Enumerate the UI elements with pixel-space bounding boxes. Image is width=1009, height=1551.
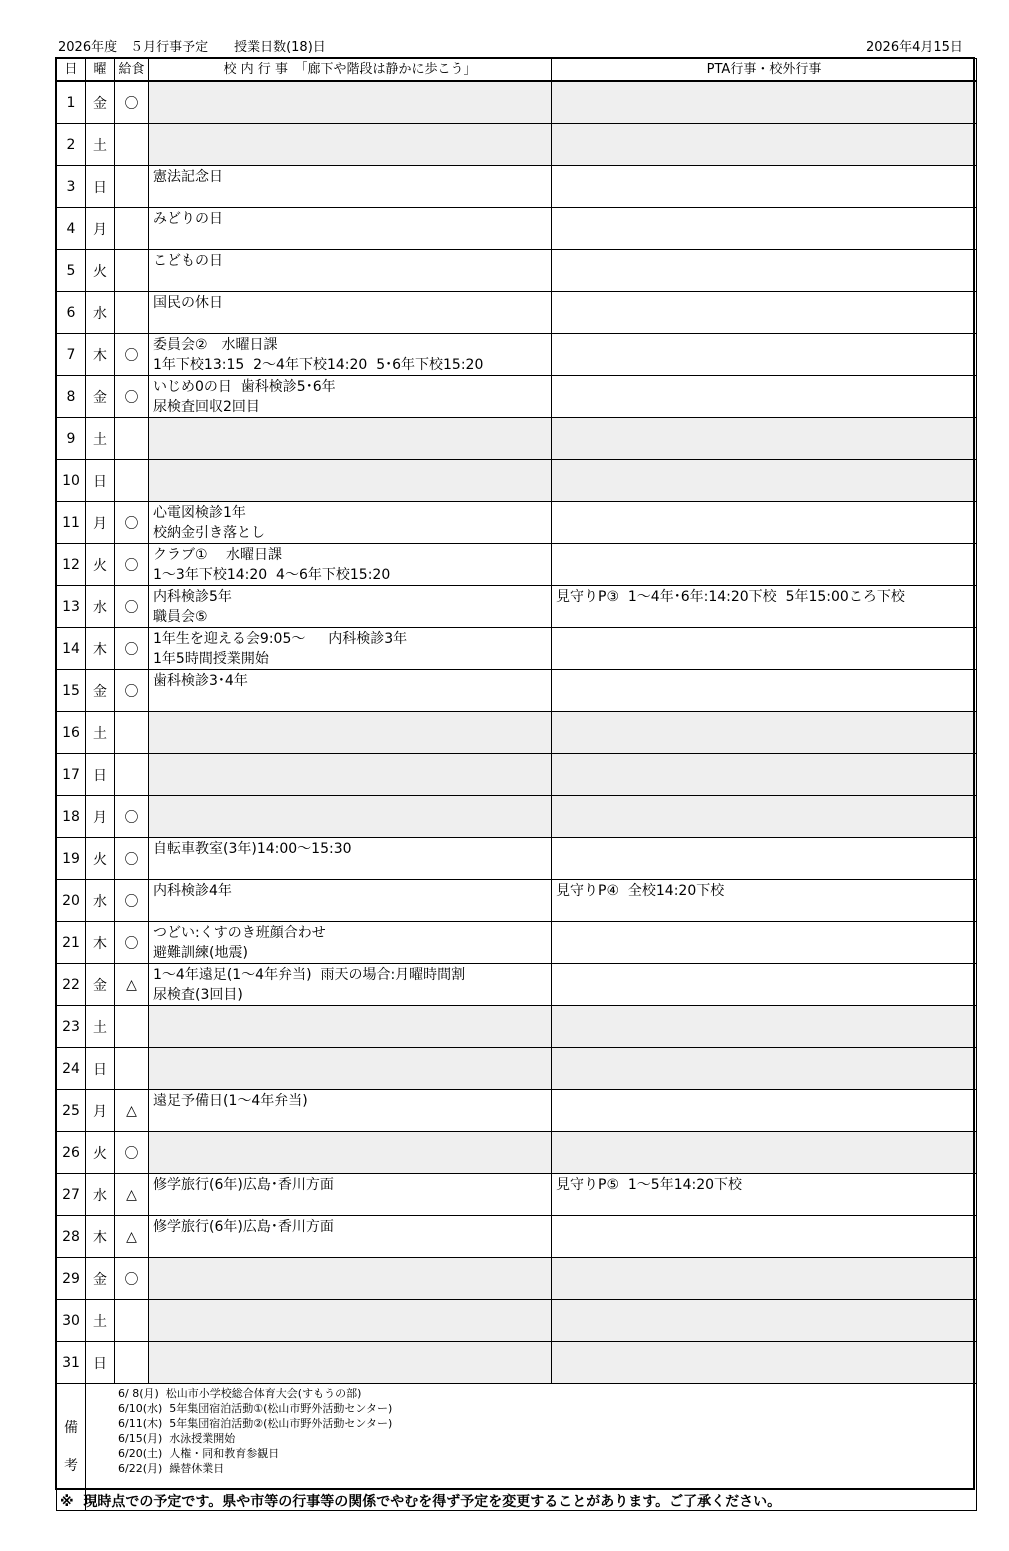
weekday-cell: 金 (86, 670, 115, 712)
pta-event-cell: 見守りP④ 全校14:20下校 (552, 880, 977, 922)
note-line: 6/10(水) 5年集団宿泊活動①(松山市野外活動センター) (118, 1402, 393, 1415)
pta-event-cell (552, 796, 977, 838)
lunch-cell (115, 1006, 149, 1048)
school-event-cell: こどもの日 (149, 250, 552, 292)
table-row (57, 1090, 977, 1132)
lunch-cell: 〇 (115, 376, 149, 418)
lunch-cell: 〇 (115, 334, 149, 376)
header-weekday: 曜 (86, 59, 115, 82)
day-cell: 27 (57, 1174, 86, 1216)
pta-event-cell (552, 292, 977, 334)
school-event-cell: つどい:くすのき班顔合わせ 避難訓練(地震) (149, 922, 552, 964)
table-row (57, 166, 977, 208)
lunch-cell: △ (115, 964, 149, 1006)
school-event-cell (149, 81, 552, 124)
table-row (57, 712, 977, 754)
school-event-cell (149, 124, 552, 166)
school-event-cell: 歯科検診3･4年 (149, 670, 552, 712)
pta-event-cell (552, 334, 977, 376)
day-cell: 30 (57, 1300, 86, 1342)
pta-event-cell (552, 460, 977, 502)
day-cell: 10 (57, 460, 86, 502)
school-event-cell (149, 1342, 552, 1384)
lunch-cell: △ (115, 1090, 149, 1132)
note-line: 6/ 8(月) 松山市小学校総合体育大会(すもうの部) (118, 1387, 362, 1400)
weekday-cell: 月 (86, 208, 115, 250)
weekday-cell: 月 (86, 796, 115, 838)
lunch-cell (115, 418, 149, 460)
weekday-cell: 金 (86, 964, 115, 1006)
school-event-cell: 内科検診4年 (149, 880, 552, 922)
weekday-cell: 土 (86, 1006, 115, 1048)
lunch-cell (115, 754, 149, 796)
pta-event-cell (552, 544, 977, 586)
school-event-cell (149, 712, 552, 754)
table-row (57, 628, 977, 670)
day-cell: 24 (57, 1048, 86, 1090)
weekday-cell: 水 (86, 1174, 115, 1216)
weekday-cell: 土 (86, 418, 115, 460)
school-event-cell: 修学旅行(6年)広島･香川方面 (149, 1216, 552, 1258)
table-row (57, 1132, 977, 1174)
day-cell: 12 (57, 544, 86, 586)
school-event-cell: 遠足予備日(1～4年弁当) (149, 1090, 552, 1132)
table-row (57, 1258, 977, 1300)
school-event-cell (149, 460, 552, 502)
day-cell: 9 (57, 418, 86, 460)
day-cell: 21 (57, 922, 86, 964)
pta-event-cell: 見守りP③ 1～4年･6年:14:20下校 5年15:00ころ下校 (552, 586, 977, 628)
header-day: 日 (57, 59, 86, 82)
weekday-cell: 月 (86, 502, 115, 544)
day-cell: 14 (57, 628, 86, 670)
weekday-cell: 火 (86, 544, 115, 586)
note-line: 6/11(木) 5年集団宿泊活動②(松山市野外活動センター) (118, 1417, 393, 1430)
lunch-cell: 〇 (115, 502, 149, 544)
day-cell: 31 (57, 1342, 86, 1384)
lunch-cell: 〇 (115, 81, 149, 124)
pta-event-cell (552, 1258, 977, 1300)
lunch-cell (115, 712, 149, 754)
pta-event-cell (552, 124, 977, 166)
school-event-cell (149, 1006, 552, 1048)
day-cell: 17 (57, 754, 86, 796)
lunch-cell (115, 1300, 149, 1342)
table-row (57, 922, 977, 964)
lunch-cell: △ (115, 1216, 149, 1258)
school-event-cell: 自転車教室(3年)14:00～15:30 (149, 838, 552, 880)
school-event-cell (149, 1300, 552, 1342)
table-row (57, 1048, 977, 1090)
table-row (57, 1300, 977, 1342)
lunch-cell: 〇 (115, 880, 149, 922)
school-event-cell (149, 1132, 552, 1174)
pta-event-cell (552, 502, 977, 544)
table-row (57, 880, 977, 922)
day-cell: 16 (57, 712, 86, 754)
pta-event-cell (552, 1090, 977, 1132)
weekday-cell: 日 (86, 1048, 115, 1090)
day-cell: 15 (57, 670, 86, 712)
weekday-cell: 木 (86, 922, 115, 964)
lunch-cell: 〇 (115, 586, 149, 628)
lunch-cell: 〇 (115, 1132, 149, 1174)
weekday-cell: 水 (86, 586, 115, 628)
header-school-events: 校 内 行 事 「廊下や階段は静かに歩こう」 (149, 59, 552, 82)
table-row (57, 1006, 977, 1048)
pta-event-cell (552, 670, 977, 712)
document-title: 2026年度 ５月行事予定 授業日数(18)日 (58, 40, 326, 55)
weekday-cell: 木 (86, 628, 115, 670)
lunch-cell (115, 460, 149, 502)
day-cell: 8 (57, 376, 86, 418)
weekday-cell: 木 (86, 334, 115, 376)
day-cell: 20 (57, 880, 86, 922)
table-row (57, 460, 977, 502)
table-row (57, 838, 977, 880)
school-event-cell (149, 796, 552, 838)
table-row (57, 670, 977, 712)
day-cell: 1 (57, 81, 86, 124)
table-row (57, 964, 977, 1006)
school-event-cell: クラブ① 水曜日課 1～3年下校14:20 4～6年下校15:20 (149, 544, 552, 586)
day-cell: 7 (57, 334, 86, 376)
day-cell: 25 (57, 1090, 86, 1132)
lunch-cell (115, 292, 149, 334)
lunch-cell: 〇 (115, 838, 149, 880)
table-row (57, 81, 977, 124)
table-row (57, 754, 977, 796)
school-event-cell: 1～4年遠足(1～4年弁当) 雨天の場合:月曜時間割 尿検査(3回目) (149, 964, 552, 1006)
weekday-cell: 火 (86, 1132, 115, 1174)
school-event-cell: 委員会② 水曜日課 1年下校13:15 2～4年下校14:20 5･6年下校15:20 (149, 334, 552, 376)
lunch-cell (115, 1048, 149, 1090)
table-row (57, 418, 977, 460)
school-event-cell (149, 418, 552, 460)
lunch-cell (115, 250, 149, 292)
pta-event-cell (552, 250, 977, 292)
table-row (57, 544, 977, 586)
pta-event-cell (552, 1132, 977, 1174)
pta-event-cell (552, 712, 977, 754)
school-event-cell: いじめ0の日 歯科検診5･6年 尿検査回収2回目 (149, 376, 552, 418)
weekday-cell: 日 (86, 754, 115, 796)
pta-event-cell (552, 81, 977, 124)
document-date: 2026年4月15日 (866, 40, 963, 55)
lunch-cell: 〇 (115, 670, 149, 712)
weekday-cell: 月 (86, 1090, 115, 1132)
school-event-cell (149, 1258, 552, 1300)
table-row (57, 124, 977, 166)
school-event-cell: 心電図検診1年 校納金引き落とし (149, 502, 552, 544)
pta-event-cell (552, 754, 977, 796)
table-row (57, 1216, 977, 1258)
school-event-cell (149, 1048, 552, 1090)
day-cell: 18 (57, 796, 86, 838)
pta-event-cell: 見守りP⑤ 1～5年14:20下校 (552, 1174, 977, 1216)
weekday-cell: 金 (86, 81, 115, 124)
note-line: 6/20(土) 人権・同和教育参観日 (118, 1447, 280, 1460)
school-event-cell: 国民の休日 (149, 292, 552, 334)
day-cell: 28 (57, 1216, 86, 1258)
lunch-cell: 〇 (115, 796, 149, 838)
school-event-cell: 内科検診5年 職員会⑤ (149, 586, 552, 628)
table-row (57, 292, 977, 334)
day-cell: 13 (57, 586, 86, 628)
day-cell: 6 (57, 292, 86, 334)
table-row (57, 334, 977, 376)
notes-label-1: 備 (64, 1420, 78, 1436)
weekday-cell: 土 (86, 712, 115, 754)
school-event-cell: 修学旅行(6年)広島･香川方面 (149, 1174, 552, 1216)
lunch-cell: △ (115, 1174, 149, 1216)
weekday-cell: 金 (86, 1258, 115, 1300)
header-lunch: 給食 (115, 59, 149, 82)
school-event-cell: 憲法記念日 (149, 166, 552, 208)
weekday-cell: 水 (86, 292, 115, 334)
weekday-cell: 土 (86, 124, 115, 166)
note-line: 6/15(月) 水泳授業開始 (118, 1432, 236, 1445)
table-row (57, 586, 977, 628)
footer-note: ※ 現時点での予定です。県や市等の行事等の関係でやむを得ず予定を変更することがあります。ご了承ください。 (60, 1494, 782, 1510)
day-cell: 5 (57, 250, 86, 292)
school-event-cell: みどりの日 (149, 208, 552, 250)
note-line: 6/22(月) 繰替休業日 (118, 1462, 225, 1475)
lunch-cell: 〇 (115, 544, 149, 586)
day-cell: 29 (57, 1258, 86, 1300)
weekday-cell: 土 (86, 1300, 115, 1342)
weekday-cell: 金 (86, 376, 115, 418)
school-event-cell: 1年生を迎える会9:05～ 内科検診3年 1年5時間授業開始 (149, 628, 552, 670)
table-row (57, 1342, 977, 1384)
header-pta-events: PTA行事・校外行事 (552, 59, 977, 82)
school-event-cell (149, 754, 552, 796)
weekday-cell: 火 (86, 838, 115, 880)
lunch-cell: 〇 (115, 628, 149, 670)
table-row (57, 250, 977, 292)
lunch-cell (115, 208, 149, 250)
pta-event-cell (552, 1342, 977, 1384)
pta-event-cell (552, 628, 977, 670)
lunch-cell (115, 124, 149, 166)
day-cell: 23 (57, 1006, 86, 1048)
table-header-row (57, 59, 977, 82)
weekday-cell: 木 (86, 1216, 115, 1258)
pta-event-cell (552, 838, 977, 880)
pta-event-cell (552, 1216, 977, 1258)
pta-event-cell (552, 1300, 977, 1342)
table-row (57, 502, 977, 544)
day-cell: 3 (57, 166, 86, 208)
table-row (57, 376, 977, 418)
day-cell: 26 (57, 1132, 86, 1174)
pta-event-cell (552, 1006, 977, 1048)
pta-event-cell (552, 376, 977, 418)
day-cell: 2 (57, 124, 86, 166)
notes-label-2: 考 (64, 1458, 78, 1474)
pta-event-cell (552, 964, 977, 1006)
day-cell: 19 (57, 838, 86, 880)
weekday-cell: 水 (86, 880, 115, 922)
lunch-cell (115, 166, 149, 208)
weekday-cell: 火 (86, 250, 115, 292)
weekday-cell: 日 (86, 166, 115, 208)
weekday-cell: 日 (86, 1342, 115, 1384)
table-row (57, 208, 977, 250)
table-row (57, 796, 977, 838)
day-cell: 11 (57, 502, 86, 544)
lunch-cell: 〇 (115, 1258, 149, 1300)
day-cell: 22 (57, 964, 86, 1006)
pta-event-cell (552, 1048, 977, 1090)
schedule-body (57, 81, 977, 1384)
schedule-table (56, 58, 977, 1511)
pta-event-cell (552, 166, 977, 208)
pta-event-cell (552, 418, 977, 460)
weekday-cell: 日 (86, 460, 115, 502)
lunch-cell: 〇 (115, 922, 149, 964)
pta-event-cell (552, 922, 977, 964)
lunch-cell (115, 1342, 149, 1384)
day-cell: 4 (57, 208, 86, 250)
pta-event-cell (552, 208, 977, 250)
table-row (57, 1174, 977, 1216)
